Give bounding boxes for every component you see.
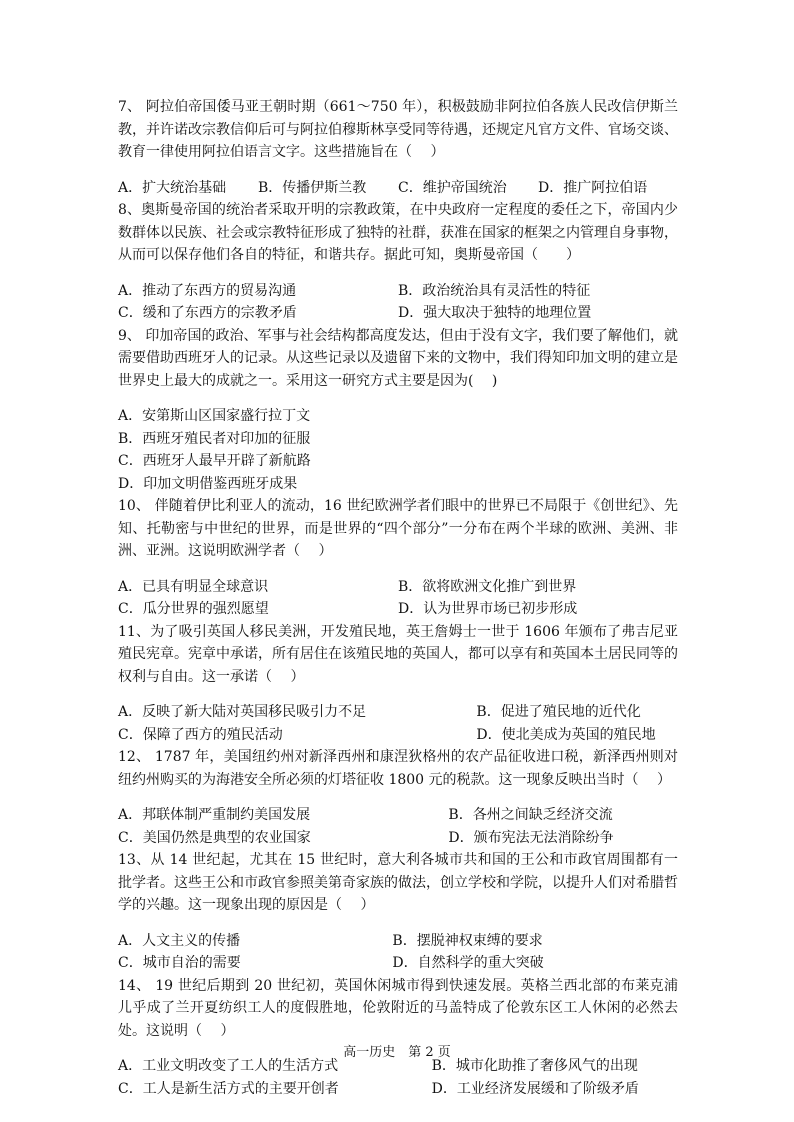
- question-14-option-b: B．城市化助推了奢侈风气的出现: [431, 1058, 638, 1074]
- question-13-stem: 13、从 14 世纪起，尤其在 15 世纪时，意大利各城市共和国的王公和市政官周围都有一批学者。这些王公和市政官参照美第奇家族的做法，创立学校和学院，以提升人们对希腊哲学的兴趣。这一现象出现的原因是（ ）: [118, 852, 678, 913]
- question-12-option-c: C．美国仍然是典型的农业国家: [118, 829, 311, 846]
- question-8-option-b: B．政治统治具有灵活性的特征: [398, 282, 591, 299]
- question-12-option-a: A．邦联体制严重制约美国发展: [118, 807, 311, 823]
- question-14-stem: 14、 19 世纪后期到 20 世纪初，英国休闲城市得到快速发展。英格兰西北部的布莱克浦儿乎成了兰开夏纺织工人的度假胜地，伦敦附近的马盖特成了伦敦东区工人休闲的必然去处。这说明（ ）: [118, 977, 678, 1039]
- question-13-options: [118, 930, 678, 975]
- question-14-option-a: A．工业文明改变了工人的生活方式: [118, 1058, 339, 1074]
- question-8-option-c: C．缓和了东西方的宗教矛盾: [118, 305, 297, 321]
- question-8-stem: 8、奥斯曼帝国的统治者采取开明的宗教政策，在中央政府一定程度的委任之下，帝国内少数群体以民族、社会或宗教特征形成了独特的社群，获准在国家的框架之内管理自身事物，从而可以保存他们各自的特征，和谐共存。据此可知，奥斯曼帝国（ ）: [118, 202, 678, 263]
- question-8-options: [118, 280, 678, 325]
- question-7-stem: 7、 阿拉伯帝国倭马亚王朝时期（661～750 年），积极鼓励非阿拉伯各族人民改信伊斯兰教，并许诺改宗教信仰后可与阿拉伯穆斯林享受同等待遇，还规定凡官方文件、官场交谈、教育一律使用阿拉伯语言文字。这些措施旨在（ ）: [118, 99, 678, 160]
- question-10-options: [118, 576, 678, 621]
- question-10-option-d: D．认为世界市场已初步形成: [398, 601, 578, 617]
- question-7-option-d: D．推广阿拉伯语: [538, 179, 648, 196]
- question-7-options: [118, 177, 678, 200]
- question-12-options: [118, 804, 678, 849]
- question-14-option-d: D．工业经济发展缓和了阶级矛盾: [431, 1080, 639, 1097]
- question-11-option-a: A．反映了新大陆对英国移民吸引力不足: [118, 704, 367, 720]
- question-14-options: [118, 1055, 678, 1100]
- question-8-option-a: A．推动了东西方的贸易沟通: [118, 282, 297, 299]
- page-footer: 高一历史 第 2 页: [343, 1045, 451, 1060]
- question-7-option-c: C．维护帝国统治: [398, 179, 507, 196]
- question-10-option-c: C．瓜分世界的强烈愿望: [118, 601, 269, 617]
- question-14-option-c: C．工人是新生活方式的主要开创者: [118, 1080, 339, 1097]
- question-8-option-d: D．强大取决于独特的地理位置: [398, 305, 592, 321]
- question-11-stem: 11、为了吸引英国人移民美洲，开发殖民地，英王詹姆士一世于 1606 年颁布了弗吉尼亚殖民宪章。宪章中承诺，所有居住在该殖民地的英国人，都可以享有和英国本土居民同等的权利与自由。这一承诺（ ）: [118, 623, 678, 685]
- question-10-option-a: A．已具有明显全球意识: [118, 578, 269, 595]
- question-9-options: [118, 405, 678, 495]
- question-13-option-d: D．自然科学的重大突破: [392, 955, 544, 971]
- question-9-stem: 9、 印加帝国的政治、军事与社会结构都高度发达，但由于没有文字，我们要了解他们，就需要借助西班牙人的记录。从这些记录以及遗留下来的文物中，我们得知印加文明的建立是世界史上最大的成就之一。采用这一研究方式主要是因为( ): [118, 327, 678, 389]
- question-10-stem: 10、 伴随着伊比利亚人的流动，16 世纪欧洲学者们眼中的世界已不局限于《创世纪》、先知、托勒密与中世纪的世界，而是世界的“四个部分”一分布在两个半球的欧洲、美洲、非洲、亚洲。这说明欧洲学者（ ）: [118, 498, 678, 559]
- question-11-options: [118, 701, 678, 746]
- question-9-option-c: C．西班牙人最早开辟了新航路: [118, 453, 311, 469]
- question-11-option-d: D．使北美成为英国的殖民地: [476, 726, 656, 743]
- question-7-option-b: B．传播伊斯兰教: [258, 179, 367, 196]
- question-10-option-b: B．欲将欧洲文化推广到世界: [398, 578, 577, 595]
- question-11-option-c: C．保障了西方的殖民活动: [118, 726, 283, 743]
- question-7-option-a: A．扩大统治基础: [118, 179, 227, 196]
- question-11-option-b: B．促进了殖民地的近代化: [476, 704, 641, 720]
- question-9-option-d: D．印加文明借鉴西班牙成果: [118, 475, 298, 492]
- question-12-option-d: D．颁布宪法无法消除纷争: [448, 829, 614, 846]
- question-13-option-c: C．城市自治的需要: [118, 955, 241, 971]
- question-9-option-b: B．西班牙殖民者对印加的征服: [118, 430, 311, 447]
- question-page: [118, 96, 678, 1100]
- question-12-stem: 12、 1787 年，美国纽约州对新泽西州和康涅狄格州的农产品征收进口税，新泽西州则对纽约州购买的为海港安全所必须的灯塔征收 1800 元的税款。这一现象反映出当时（ ）: [118, 749, 678, 788]
- question-13-option-b: B．摆脱神权束缚的要求: [392, 932, 543, 949]
- question-12-option-b: B．各州之间缺乏经济交流: [448, 807, 613, 823]
- question-13-option-a: A．人文主义的传播: [118, 932, 241, 949]
- question-9-option-a: A．安第斯山区国家盛行拉丁文: [118, 408, 311, 424]
